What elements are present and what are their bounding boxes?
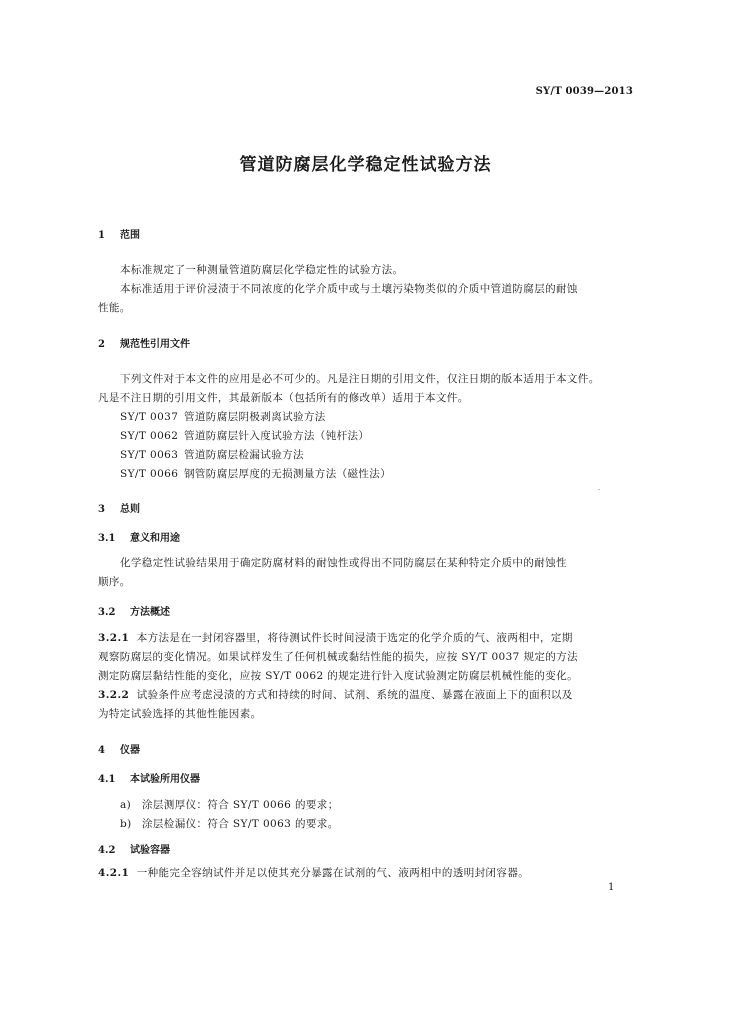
clause-text: 本方法是在一封闭容器里，将待测试件长时间浸渍于选定的化学介质的气、液两相中，定期 (136, 632, 573, 644)
paragraph-line: 本标准适用于评价浸渍于不同浓度的化学介质中或与土壤污染物类似的介质中管道防腐层的耐蚀 (120, 283, 578, 295)
subsection-title: 本试验所用仪器 (130, 774, 200, 785)
document-title: 管道防腐层化学稳定性试验方法 (239, 155, 492, 175)
reference-code: SY/T 0063 (120, 449, 179, 461)
paragraph-line: 顺序。 (98, 576, 131, 588)
subsection-3-2-heading (98, 603, 170, 618)
reference-code: SY/T 0062 (120, 430, 179, 442)
section-number: 4 (98, 745, 105, 756)
reference-item (120, 428, 369, 443)
paragraph-line: 为特定试验选择的其他性能因素。 (98, 708, 262, 720)
section-title: 范围 (120, 230, 140, 241)
list-text: 涂层检漏仪：符合 SY/T 0063 的要求。 (142, 818, 339, 830)
section-4-heading (98, 741, 140, 756)
page-number: 1 (608, 882, 615, 893)
reference-code: SY/T 0066 (120, 468, 179, 480)
list-marker: b) (120, 818, 132, 830)
section-1-heading (98, 226, 140, 241)
section-number: 2 (98, 339, 105, 350)
reference-item (120, 447, 304, 462)
section-title: 仪器 (120, 745, 140, 756)
paragraph: 本标准规定了一种测量管道防腐层化学稳定性的试验方法。 (120, 264, 404, 276)
section-3-heading (98, 500, 140, 515)
subsection-number: 3.2 (98, 607, 116, 618)
clause-4-2-1-line (98, 865, 529, 880)
clause-number: 3.2.2 (98, 689, 130, 701)
reference-title: 管道防腐层检漏试验方法 (184, 449, 304, 461)
standard-number: SY/T 0039—2013 (535, 86, 633, 97)
reference-item (120, 409, 326, 424)
subsection-number: 4.1 (98, 774, 116, 785)
paragraph-line: 性能。 (98, 302, 131, 314)
subsection-number: 4.2 (98, 845, 116, 856)
reference-item (120, 466, 391, 481)
section-title: 规范性引用文件 (120, 339, 190, 350)
section-2-heading (98, 335, 190, 350)
clause-3-2-1-line (98, 630, 573, 645)
paragraph-line: 观察防腐层的变化情况。如果试样发生了任何机械或黏结性能的损失，应按 SY/T 0037 规定的方法 (98, 651, 578, 663)
paragraph-line: 凡是不注日期的引用文件，其最新版本（包括所有的修改单）适用于本文件。 (98, 392, 469, 404)
reference-title: 管道防腐层阴极剥离试验方法 (184, 411, 326, 423)
scan-speck (598, 489, 600, 490)
list-marker: a) (120, 799, 132, 811)
reference-title: 钢管防腐层厚度的无损测量方法（磁性法） (184, 468, 392, 480)
clause-text: 试验条件应考虑浸渍的方式和持续的时间、试剂、系统的温度、暴露在液面上下的面积以及 (136, 689, 573, 701)
section-title: 总则 (120, 504, 140, 515)
paragraph-line: 化学稳定性试验结果用于确定防腐材料的耐蚀性或得出不同防腐层在某种特定介质中的耐蚀性 (120, 557, 567, 569)
reference-code: SY/T 0037 (120, 411, 179, 423)
paragraph-line: 测定防腐层黏结性能的变化，应按 SY/T 0062 的规定进行针入度试验测定防腐层机械性能的变化。 (98, 670, 578, 682)
subsection-title: 试验容器 (130, 845, 170, 856)
clause-3-2-2-line (98, 687, 573, 702)
subsection-3-1-heading (98, 529, 180, 544)
section-number: 3 (98, 504, 105, 515)
clause-text: 一种能完全容纳试件并足以使其充分暴露在试剂的气、液两相中的透明封闭容器。 (136, 867, 530, 879)
paragraph-line: 下列文件对于本文件的应用是必不可少的。凡是注日期的引用文件，仅注日期的版本适用于本文件。 (120, 373, 600, 385)
reference-title: 管道防腐层针入度试验方法（钝杆法） (184, 430, 370, 442)
subsection-4-1-heading (98, 770, 200, 785)
list-item (120, 797, 339, 812)
list-item (120, 816, 339, 831)
subsection-number: 3.1 (98, 533, 116, 544)
subsection-title: 意义和用途 (130, 533, 180, 544)
subsection-4-2-heading (98, 841, 170, 856)
clause-number: 3.2.1 (98, 632, 130, 644)
list-text: 涂层测厚仪：符合 SY/T 0066 的要求； (142, 799, 339, 811)
section-number: 1 (98, 230, 105, 241)
subsection-title: 方法概述 (130, 607, 170, 618)
clause-number: 4.2.1 (98, 867, 130, 879)
